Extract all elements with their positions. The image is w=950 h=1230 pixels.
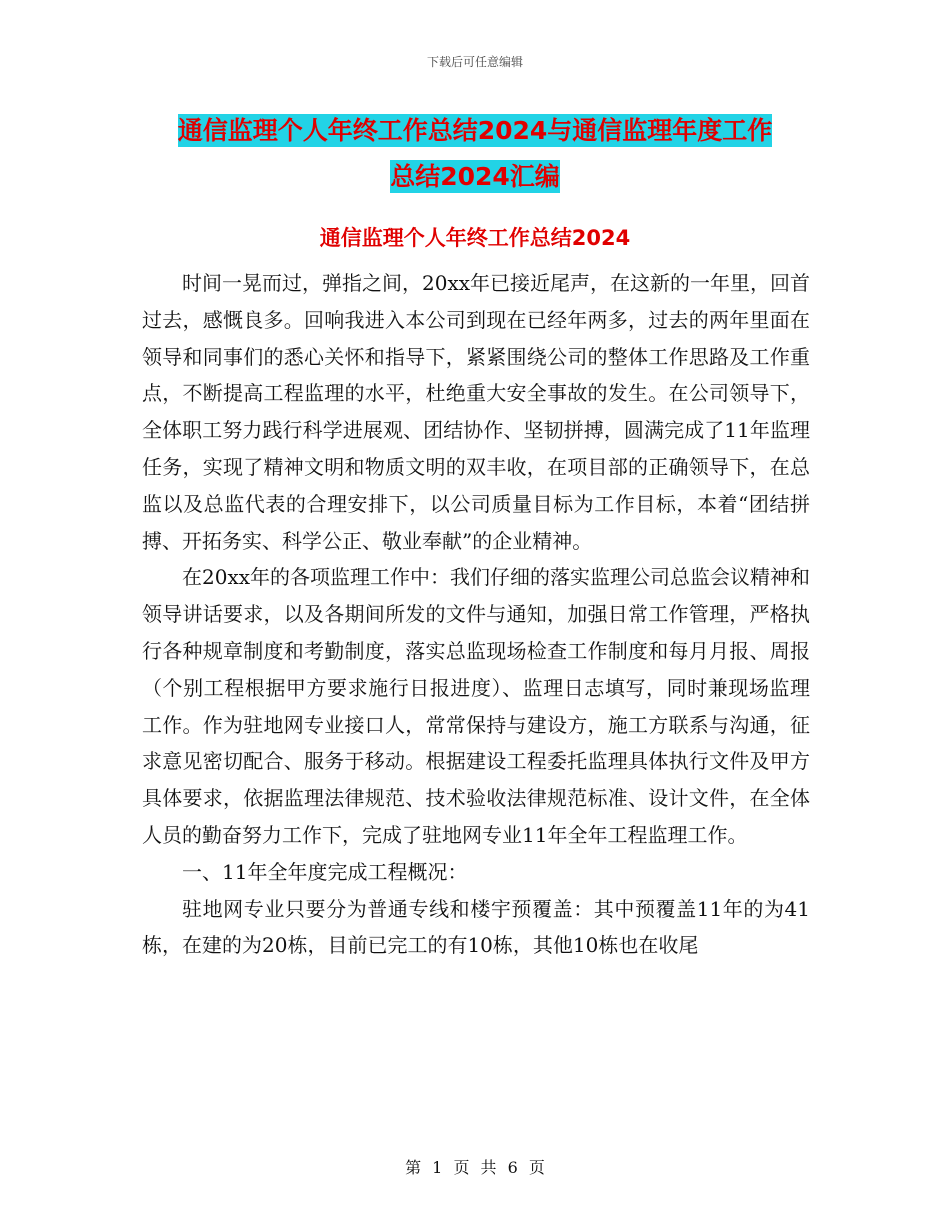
document-title — [0, 108, 950, 200]
paragraph: 一、11年全年度完成工程概况： — [182, 859, 468, 884]
header-note: 下载后可任意编辑 — [426, 55, 523, 69]
paragraph: 时间一晃而过，弹指之间，20xx年已接近尾声，在这新的一年里，回首过去，感慨良多。回响我进入本公司到现在已经年两多，过去的两年里面在领导和同事们的悉心关怀和指导下，紧紧围绕公司的整体工作思路及工作重点，不断提高工程监理的水平，杜绝重大安全事故的发生。在公司领导下，全体职工努力践行科学进展观、团结协作、坚韧拼搏，圆满完成了11年监理任务，实现了精神文明和物质文明的双丰收，在项目部的正确领导下，在总监以及总监代表的合理安排下，以公司质量目标为工作目标，本着“团结拼搏、开拓务实、科学公正、敬业奉献”的企业精神。 — [142, 271, 811, 553]
paragraph: 驻地网专业只要分为普通专线和楼宇预覆盖：其中预覆盖11年的为41栋，在建的为20栋，目前已完工的有10栋，其他10栋也在收尾 — [142, 896, 810, 958]
page-number: 第 1 页 共 6 页 — [405, 1158, 545, 1177]
title-line-1: 通信监理个人年终工作总结2024与通信监理年度工作 — [177, 116, 773, 145]
section-title: 通信监理个人年终工作总结2024 — [319, 226, 631, 250]
title-line-2: 总结2024汇编 — [390, 162, 560, 191]
paragraph: 在20xx年的各项监理工作中：我们仔细的落实监理公司总监会议精神和领导讲话要求，以及各期间所发的文件与通知，加强日常工作管理，严格执行各种规章制度和考勤制度，落实总监现场检查工作制度和每月月报、周报（个别工程根据甲方要求施行日报进度）、监理日志填写，同时兼现场监理工作。作为驻地网专业接口人，常常保持与建设方，施工方联系与沟通，征求意见密切配合、服务于移动。根据建设工程委托监理具体执行文件及甲方具体要求，依据监理法律规范、技术验收法律规范标准、设计文件，在全体人员的勤奋努力工作下，完成了驻地网专业11年全年工程监理工作。 — [142, 565, 811, 847]
document-body — [142, 265, 810, 964]
